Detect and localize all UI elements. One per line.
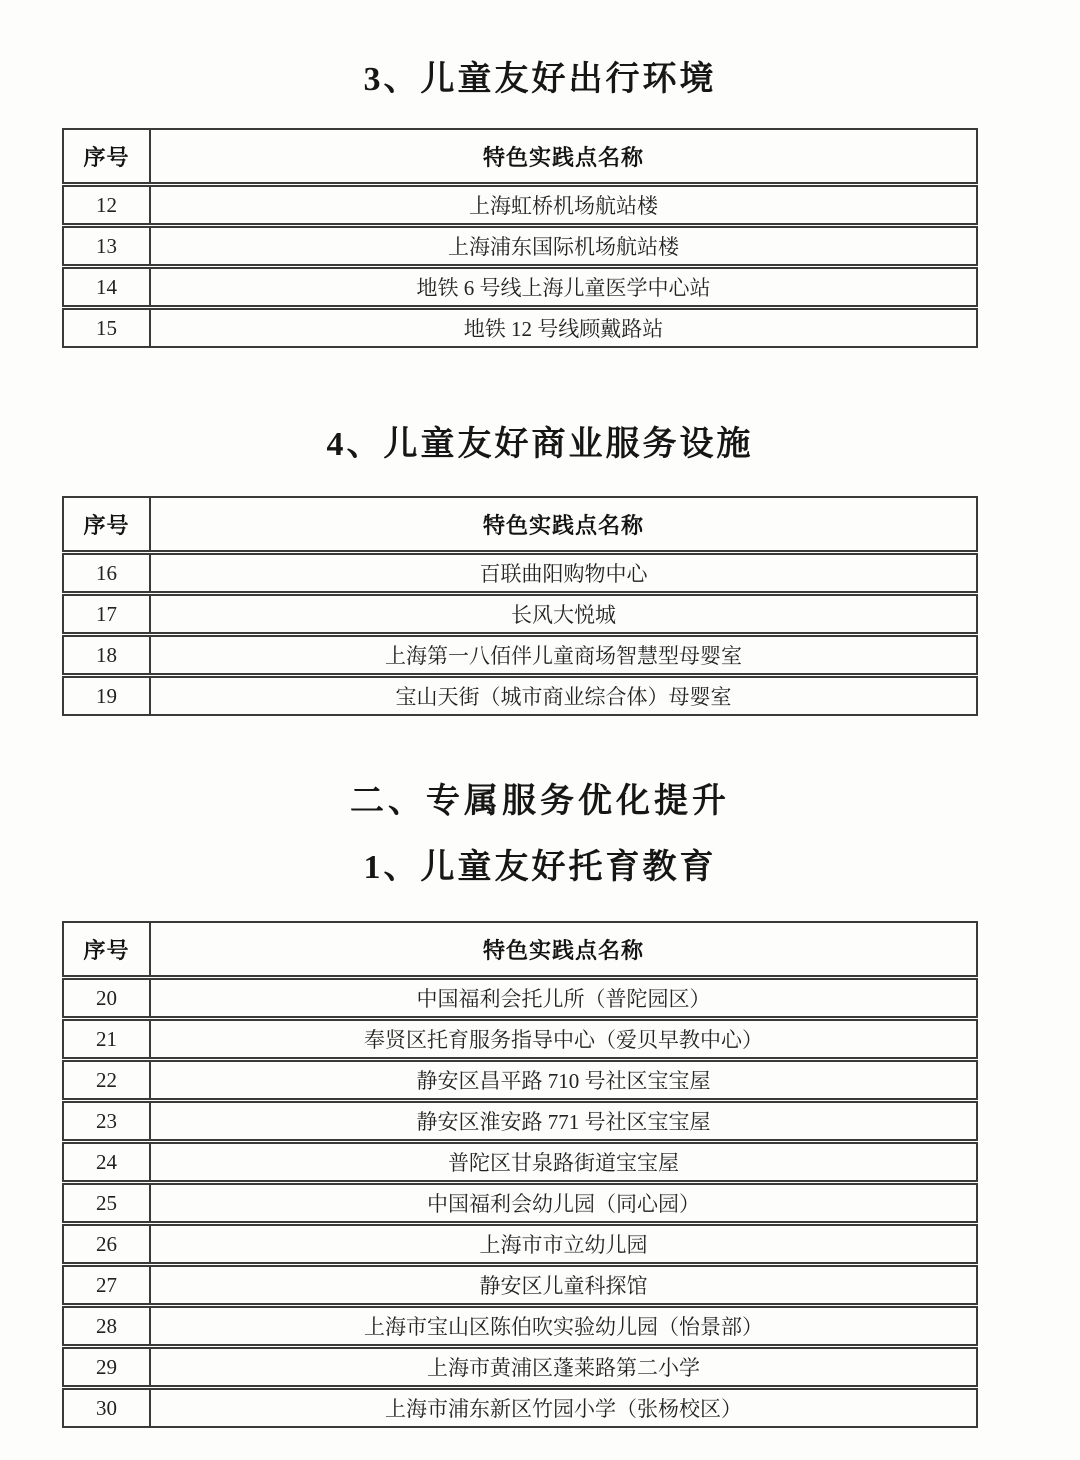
row-seq-cell: 13 — [63, 226, 150, 267]
table-row — [63, 267, 977, 308]
row-name-cell: 长风大悦城 — [150, 594, 977, 635]
col-header-name: 特色实践点名称 — [150, 129, 977, 185]
row-seq-cell: 21 — [63, 1019, 150, 1060]
row-name-cell: 静安区淮安路 771 号社区宝宝屋 — [150, 1101, 977, 1142]
table-row — [63, 1101, 977, 1142]
row-seq-cell: 28 — [63, 1306, 150, 1347]
row-name-cell: 上海浦东国际机场航站楼 — [150, 226, 977, 267]
row-name-cell: 上海市浦东新区竹园小学（张杨校区） — [385, 1397, 742, 1421]
section-heading-commercial-services: 4、儿童友好商业服务设施 — [326, 426, 754, 463]
practice-points-table-travel — [62, 128, 978, 348]
row-name-cell: 静安区昌平路 710 号社区宝宝屋 — [150, 1060, 977, 1101]
table-header-row — [63, 497, 977, 553]
row-name-cell: 宝山天街（城市商业综合体）母婴室 — [395, 685, 732, 709]
row-seq-cell: 12 — [63, 185, 150, 226]
table-row — [63, 594, 977, 635]
table-row — [63, 308, 977, 348]
row-name-cell: 普陀区甘泉路街道宝宝屋 — [150, 1142, 977, 1183]
row-seq-cell: 15 — [63, 308, 150, 348]
row-seq-cell: 20 — [63, 978, 150, 1019]
row-name-cell: 中国福利会托儿所（普陀园区） — [150, 978, 977, 1019]
table-row — [63, 1388, 977, 1428]
row-seq-cell: 22 — [63, 1060, 150, 1101]
table-row — [63, 185, 977, 226]
major-section-heading-exclusive-services: 二、专属服务优化提升 — [350, 782, 730, 820]
table-row — [63, 1142, 977, 1183]
table-row — [63, 1019, 977, 1060]
table-row — [63, 978, 977, 1019]
row-seq-cell: 18 — [63, 635, 150, 676]
table-header-row — [63, 922, 977, 978]
col-header-seq: 序号 — [63, 129, 150, 185]
row-seq-cell: 24 — [63, 1142, 150, 1183]
row-name-cell: 奉贤区托育服务指导中心（爱贝早教中心） — [150, 1019, 977, 1060]
row-seq-cell: 17 — [63, 594, 150, 635]
section-heading-childcare-education: 1、儿童友好托育教育 — [363, 849, 717, 886]
table-row — [63, 1224, 977, 1265]
row-name-cell: 静安区儿童科探馆 — [150, 1265, 977, 1306]
table-row — [63, 1306, 977, 1347]
row-name-cell: 百联曲阳购物中心 — [150, 553, 977, 594]
row-seq-cell: 29 — [63, 1347, 150, 1388]
practice-points-table-childcare — [62, 921, 978, 1428]
col-header-name: 特色实践点名称 — [150, 497, 977, 553]
practice-points-table-commercial — [62, 496, 978, 716]
row-seq-cell: 25 — [63, 1183, 150, 1224]
row-name-cell: 上海第一八佰伴儿童商场智慧型母婴室 — [150, 635, 977, 676]
col-header-name: 特色实践点名称 — [150, 922, 977, 978]
table-row — [63, 553, 977, 594]
table-row — [63, 1347, 977, 1388]
table-row — [63, 1265, 977, 1306]
row-seq-cell: 19 — [63, 676, 150, 716]
table-header-row — [63, 129, 977, 185]
section-heading-travel-environment: 3、儿童友好出行环境 — [363, 61, 717, 98]
row-name-cell: 上海市黄浦区蓬莱路第二小学 — [150, 1347, 977, 1388]
table-row — [63, 1183, 977, 1224]
row-name-cell: 上海市宝山区陈伯吹实验幼儿园（怡景部） — [150, 1306, 977, 1347]
row-name-cell: 地铁 6 号线上海儿童医学中心站 — [150, 267, 977, 308]
row-seq-cell: 14 — [63, 267, 150, 308]
col-header-seq: 序号 — [63, 497, 150, 553]
table-row — [63, 676, 977, 716]
row-name-cell: 中国福利会幼儿园（同心园） — [150, 1183, 977, 1224]
table-row — [63, 226, 977, 267]
row-seq-cell: 16 — [63, 553, 150, 594]
row-seq-cell: 26 — [63, 1224, 150, 1265]
table-row — [63, 1060, 977, 1101]
row-name-cell: 地铁 12 号线顾戴路站 — [463, 317, 664, 341]
col-header-seq: 序号 — [63, 922, 150, 978]
row-seq-cell: 27 — [63, 1265, 150, 1306]
row-name-cell: 上海市市立幼儿园 — [150, 1224, 977, 1265]
table-row — [63, 635, 977, 676]
row-seq-cell: 23 — [63, 1101, 150, 1142]
row-seq-cell: 30 — [63, 1388, 150, 1428]
row-name-cell: 上海虹桥机场航站楼 — [150, 185, 977, 226]
